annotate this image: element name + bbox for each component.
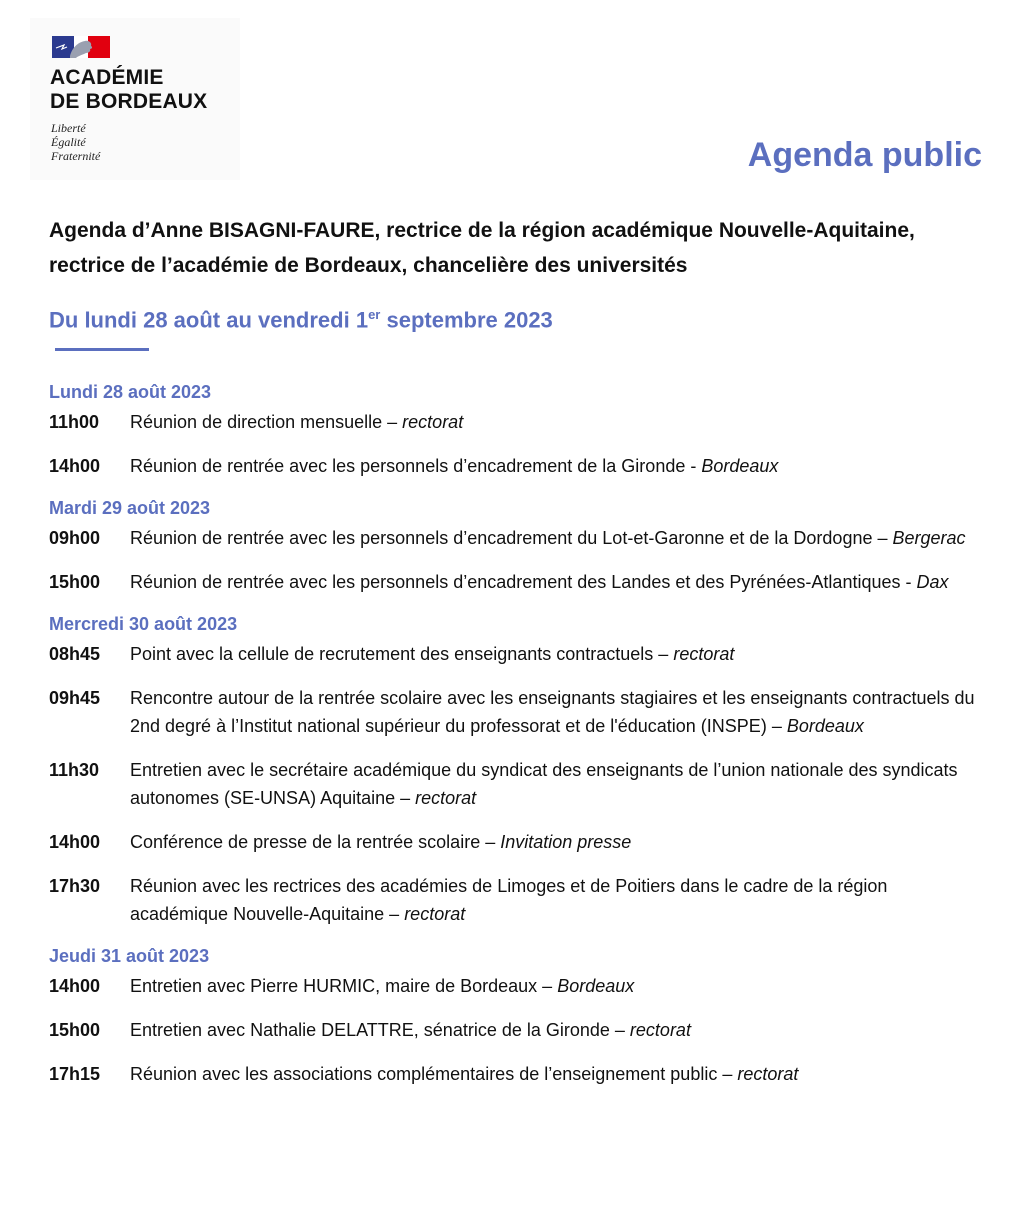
agenda-event — [49, 408, 979, 436]
day-title: Jeudi 31 août 2023 — [49, 946, 210, 966]
agenda-event — [49, 524, 979, 552]
org-name-line-1: ACADÉMIE — [50, 66, 164, 89]
event-text: Entretien avec Pierre HURMIC, maire de Bordeaux – — [130, 976, 558, 996]
event-description — [130, 640, 979, 668]
event-time: 11h30 — [49, 760, 100, 780]
organisation-name — [50, 66, 207, 114]
event-time: 17h30 — [49, 876, 101, 896]
week-range-superscript: er — [368, 307, 381, 322]
republic-motto — [51, 121, 100, 163]
agenda-event — [49, 872, 979, 928]
event-description — [130, 828, 979, 856]
agenda-intro: Agenda d’Anne BISAGNI-FAURE, rectrice de la région académique Nouvelle-Aquitaine, rectrice de l’académie de Bordeaux, chancelière des universités — [49, 219, 915, 277]
event-text: Entretien avec Nathalie DELATTRE, sénatrice de la Gironde – — [130, 1020, 630, 1040]
event-location: rectorat — [404, 904, 466, 924]
agenda-event — [49, 452, 979, 480]
event-text: Réunion avec les rectrices des académies de Limoges et de Poitiers dans le cadre de la région académique Nouvelle-Aquitaine – — [130, 876, 888, 924]
event-description — [130, 568, 979, 596]
event-description — [130, 408, 979, 436]
page-title: Agenda public — [747, 136, 982, 174]
event-time: 15h00 — [49, 1020, 101, 1040]
event-time: 09h45 — [49, 688, 101, 708]
event-time: 09h00 — [49, 528, 101, 548]
agenda-event — [49, 684, 979, 740]
org-name-line-2: DE BORDEAUX — [50, 90, 208, 113]
marianne-flag-icon — [52, 36, 110, 58]
event-text: Réunion de direction mensuelle – — [130, 412, 403, 432]
event-location: Invitation presse — [500, 832, 632, 852]
event-time: 14h00 — [49, 832, 101, 852]
agenda-list — [49, 380, 979, 1104]
event-description — [130, 1060, 979, 1088]
event-text: Réunion de rentrée avec les personnels d’encadrement du Lot-et-Garonne et de la Dordogne – — [130, 528, 893, 548]
event-location: Bergerac — [892, 528, 966, 548]
event-location: Bordeaux — [557, 976, 635, 996]
agenda-event — [49, 640, 979, 668]
event-time: 14h00 — [49, 976, 101, 996]
event-time: 14h00 — [49, 456, 101, 476]
heading-underline — [55, 348, 149, 351]
event-text: Conférence de presse de la rentrée scolaire – — [130, 832, 501, 852]
academie-logo — [30, 18, 240, 180]
event-text: Réunion avec les associations complémentaires de l’enseignement public – — [130, 1064, 738, 1084]
event-location: Bordeaux — [701, 456, 779, 476]
event-description — [130, 1016, 979, 1044]
agenda-event — [49, 828, 979, 856]
day-title: Mercredi 30 août 2023 — [49, 614, 238, 634]
event-description — [130, 872, 979, 928]
event-text: Rencontre autour de la rentrée scolaire avec les enseignants stagiaires et les enseignants contractuels du 2nd degré à l’Institut national supérieur du professorat et de l'éducation (INSPE) – — [130, 688, 975, 736]
event-description — [130, 972, 979, 1000]
agenda-event — [49, 1060, 979, 1088]
agenda-event — [49, 1016, 979, 1044]
event-location: rectorat — [629, 1020, 691, 1040]
week-range-prefix: Du lundi 28 août au vendredi 1 — [49, 307, 369, 333]
week-range — [49, 307, 553, 333]
event-time: 11h00 — [49, 412, 100, 432]
event-location: Dax — [916, 572, 949, 592]
event-text: Entretien avec le secrétaire académique du syndicat des enseignants de l’union nationale des syndicats autonomes (SE-UNSA) Aquitaine – — [130, 760, 958, 808]
event-location: rectorat — [415, 788, 477, 808]
event-location: rectorat — [402, 412, 464, 432]
day-title: Mardi 29 août 2023 — [49, 498, 211, 518]
event-description — [130, 756, 979, 812]
event-description — [130, 452, 979, 480]
event-text: Réunion de rentrée avec les personnels d’encadrement des Landes et des Pyrénées-Atlantiques - — [130, 572, 917, 592]
day-section — [49, 612, 979, 928]
motto-fraternite: Fraternité — [51, 149, 101, 163]
event-time: 08h45 — [49, 644, 101, 664]
event-time: 17h15 — [49, 1064, 101, 1084]
event-location: rectorat — [673, 644, 735, 664]
event-description — [130, 684, 979, 740]
day-title: Lundi 28 août 2023 — [49, 382, 212, 402]
event-location: rectorat — [737, 1064, 799, 1084]
motto-egalite: Égalité — [51, 135, 86, 149]
day-section — [49, 380, 979, 480]
day-section — [49, 944, 979, 1088]
motto-liberte: Liberté — [51, 121, 86, 135]
week-range-suffix: septembre 2023 — [380, 307, 553, 333]
event-time: 15h00 — [49, 572, 101, 592]
agenda-event — [49, 756, 979, 812]
day-section — [49, 496, 979, 596]
event-text: Point avec la cellule de recrutement des enseignants contractuels – — [130, 644, 674, 664]
agenda-event — [49, 568, 979, 596]
event-description — [130, 524, 979, 552]
event-location: Bordeaux — [786, 716, 864, 736]
event-text: Réunion de rentrée avec les personnels d’encadrement de la Gironde - — [130, 456, 702, 476]
agenda-event — [49, 972, 979, 1000]
